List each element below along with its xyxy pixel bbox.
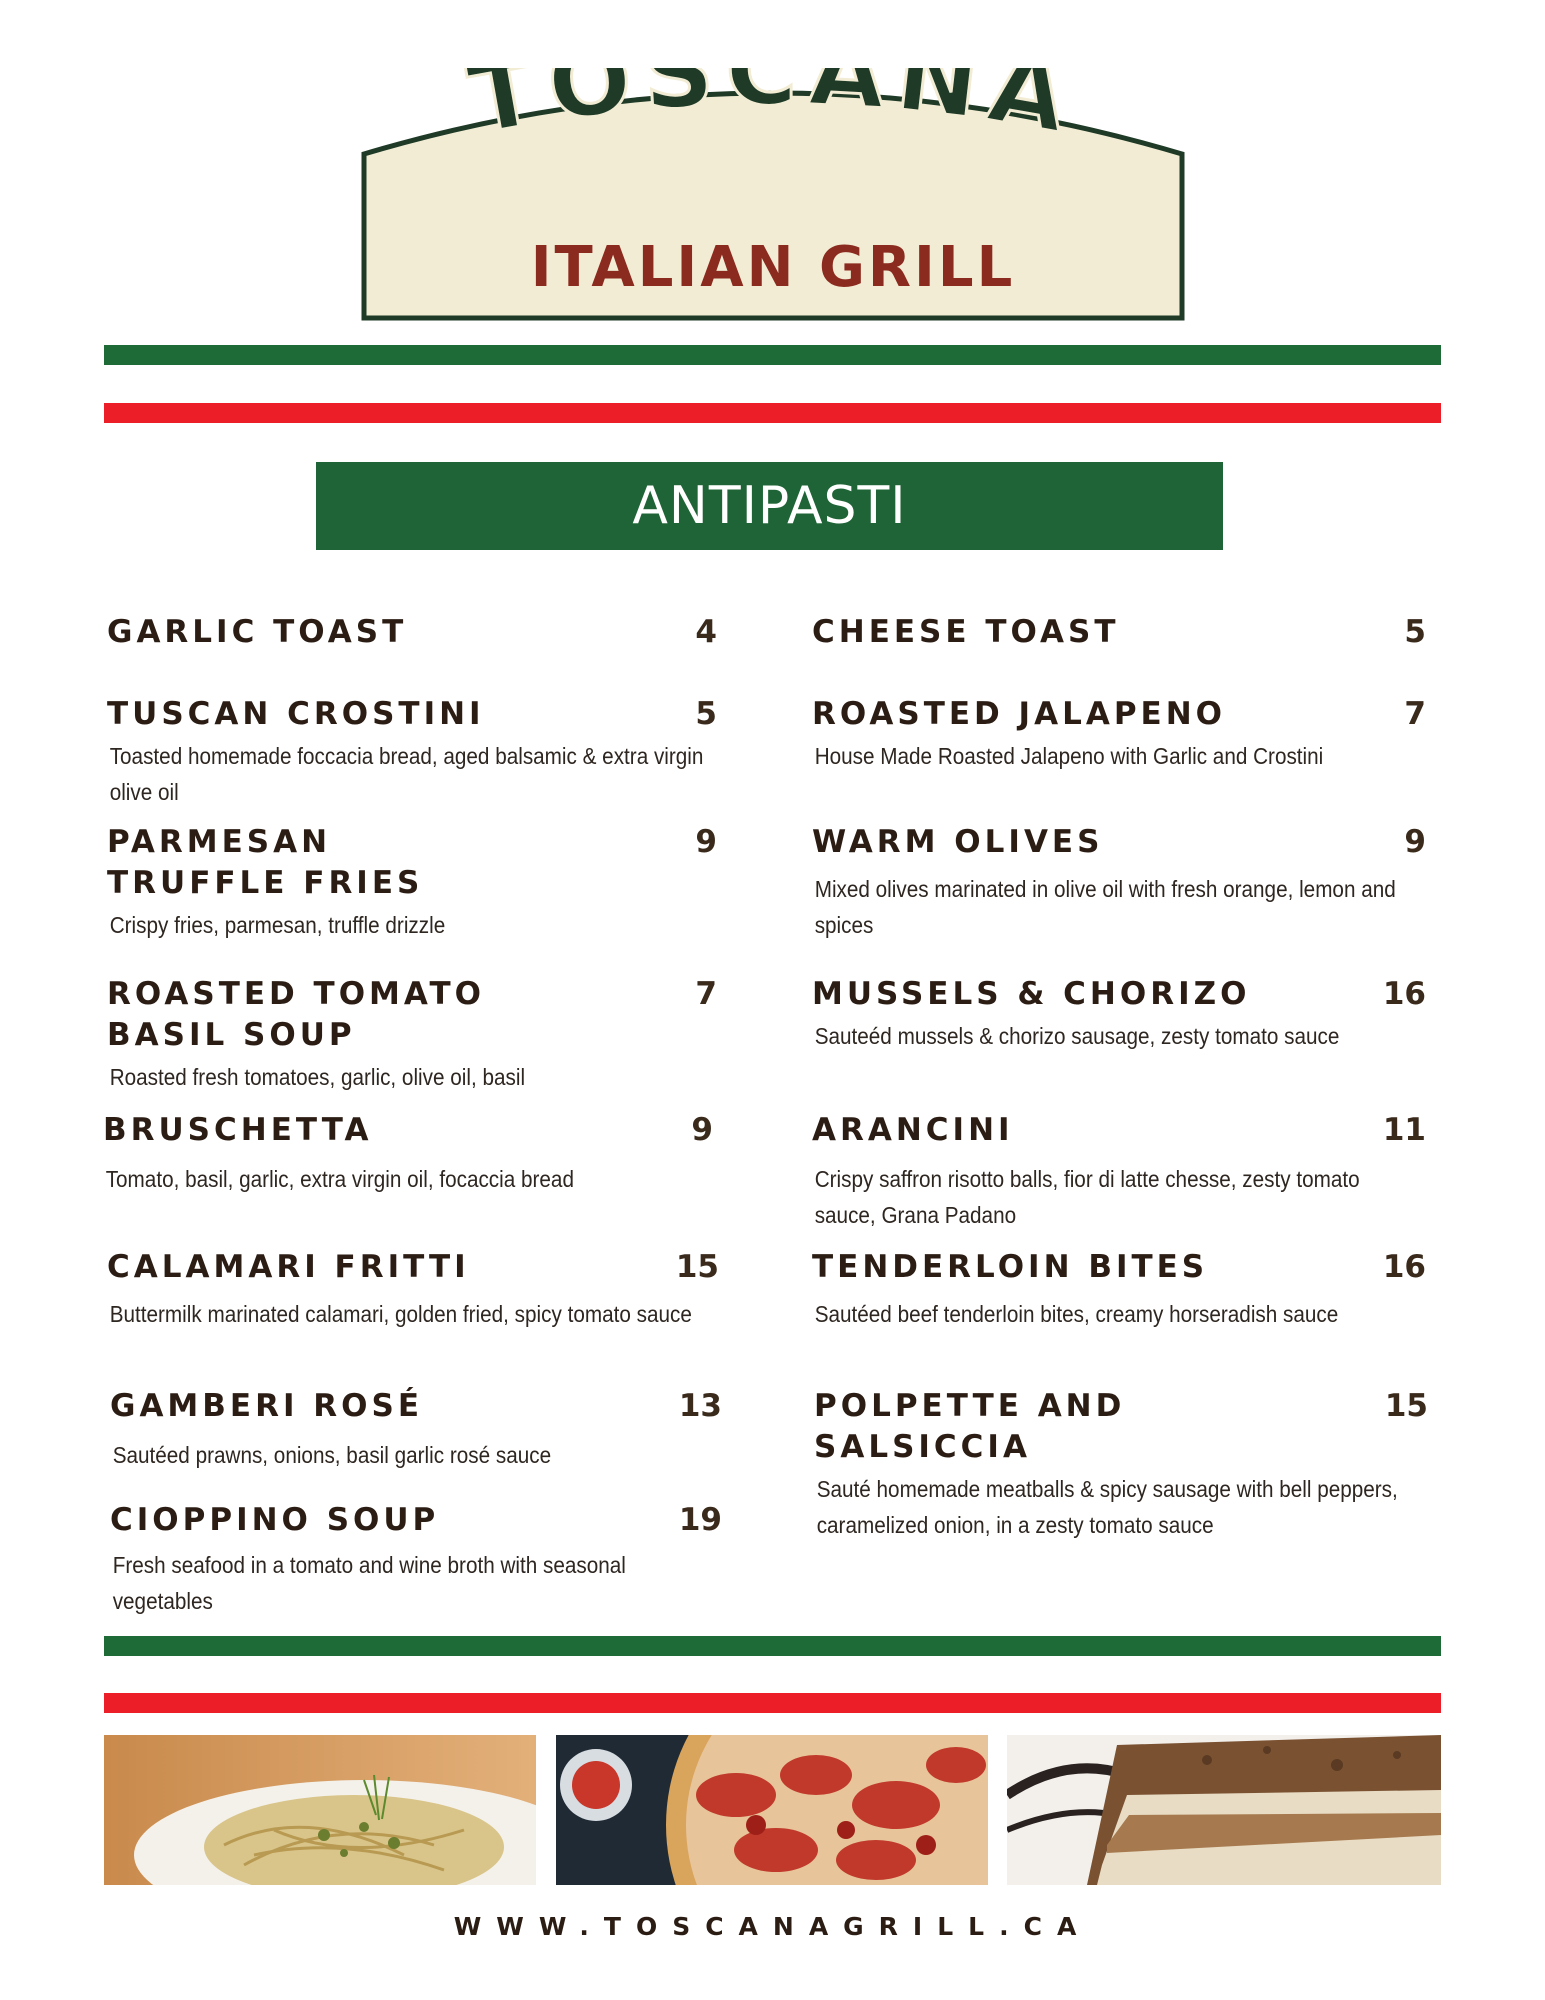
item-description: Crispy saffron risotto balls, fior di latte chesse, zesty tomato sauce, Grana Padano [814,1166,1360,1228]
item-description: Fresh seafood in a tomato and wine broth with seasonal vegetables [112,1552,626,1614]
item-name: MUSSELS & CHORIZO [812,976,1251,1012]
item-name: WARM OLIVES [812,824,1104,860]
menu-item [812,1247,1426,1332]
logo-name: TOSCANA [460,68,1085,158]
menu-item [812,974,1426,1054]
logo-tagline: ITALIAN GRILL [530,235,1016,300]
item-description: Mixed olives marinated in olive oil with fresh orange, lemon and spices [814,876,1396,938]
item-name: POLPETTE AND SALSICCIA [814,1388,1126,1465]
item-price: 16 [1382,976,1426,1012]
menu-item [107,612,717,653]
item-price: 13 [678,1388,722,1424]
menu-item [812,612,1426,653]
bottom-red-stripe [104,1693,1441,1713]
website-url[interactable]: WWW.TOSCANAGRILL.CA [453,1912,1092,1941]
menu-item [107,974,717,1095]
restaurant-logo [358,68,1188,322]
item-description: Sauté homemade meatballs & spicy sausage with bell peppers, caramelized onion, in a zesty tomato sauce [816,1476,1398,1538]
item-name: ROASTED JALAPENO [812,696,1227,732]
item-name: CIOPPINO SOUP [110,1502,440,1538]
menu-item [107,822,717,943]
item-name: TUSCAN CROSTINI [107,696,485,732]
menu-item [107,1247,719,1332]
item-name: GARLIC TOAST [107,614,408,650]
item-price: 15 [675,1249,719,1285]
item-price: 4 [695,614,717,650]
item-name: ROASTED TOMATO BASIL SOUP [107,976,485,1053]
top-green-stripe [104,345,1441,365]
item-description: Buttermilk marinated calamari, golden fried, spicy tomato sauce [109,1301,692,1327]
menu-item [107,694,717,810]
item-description: Crispy fries, parmesan, truffle drizzle [109,912,446,938]
menu-item [812,694,1426,774]
pizza-photo [556,1735,988,1885]
item-description: Sautéed prawns, onions, basil garlic rosé sauce [112,1442,552,1468]
item-description: Sauteéd mussels & chorizo sausage, zesty tomato sauce [814,1023,1340,1049]
item-price: 5 [695,696,717,732]
item-price: 9 [691,1112,713,1148]
item-price: 15 [1384,1388,1428,1424]
item-description: Tomato, basil, garlic, extra virgin oil, focaccia bread [105,1166,574,1192]
item-name: CALAMARI FRITTI [107,1249,470,1285]
item-price: 9 [1404,824,1426,860]
menu-item [814,1386,1428,1543]
item-description: Roasted fresh tomatoes, garlic, olive oil, basil [109,1064,526,1090]
item-description: Toasted homemade foccacia bread, aged balsamic & extra virgin olive oil [109,743,704,805]
item-price: 9 [695,824,717,860]
section-title: ANTIPASTI [632,476,907,536]
menu-item [812,1110,1426,1233]
tiramisu-photo [1007,1735,1441,1885]
item-name: BRUSCHETTA [103,1112,373,1148]
item-price: 11 [1382,1112,1426,1148]
item-name: PARMESAN TRUFFLE FRIES [107,824,424,901]
item-name: TENDERLOIN BITES [812,1249,1209,1285]
section-banner [316,462,1223,550]
item-price: 5 [1404,614,1426,650]
item-description: House Made Roasted Jalapeno with Garlic and Crostini [814,743,1324,769]
item-description: Sautéed beef tenderloin bites, creamy horseradish sauce [814,1301,1339,1327]
item-name: CHEESE TOAST [812,614,1120,650]
menu-item [103,1110,713,1197]
item-price: 7 [1404,696,1426,732]
menu-item [812,822,1426,943]
menu-item [110,1500,722,1619]
item-price: 19 [678,1502,722,1538]
top-red-stripe [104,403,1441,423]
item-price: 7 [695,976,717,1012]
menu-item [110,1386,722,1473]
bottom-green-stripe [104,1636,1441,1656]
item-name: GAMBERI ROSÉ [110,1388,424,1424]
item-name: ARANCINI [812,1112,1014,1148]
item-price: 16 [1382,1249,1426,1285]
pasta-photo [104,1735,536,1885]
